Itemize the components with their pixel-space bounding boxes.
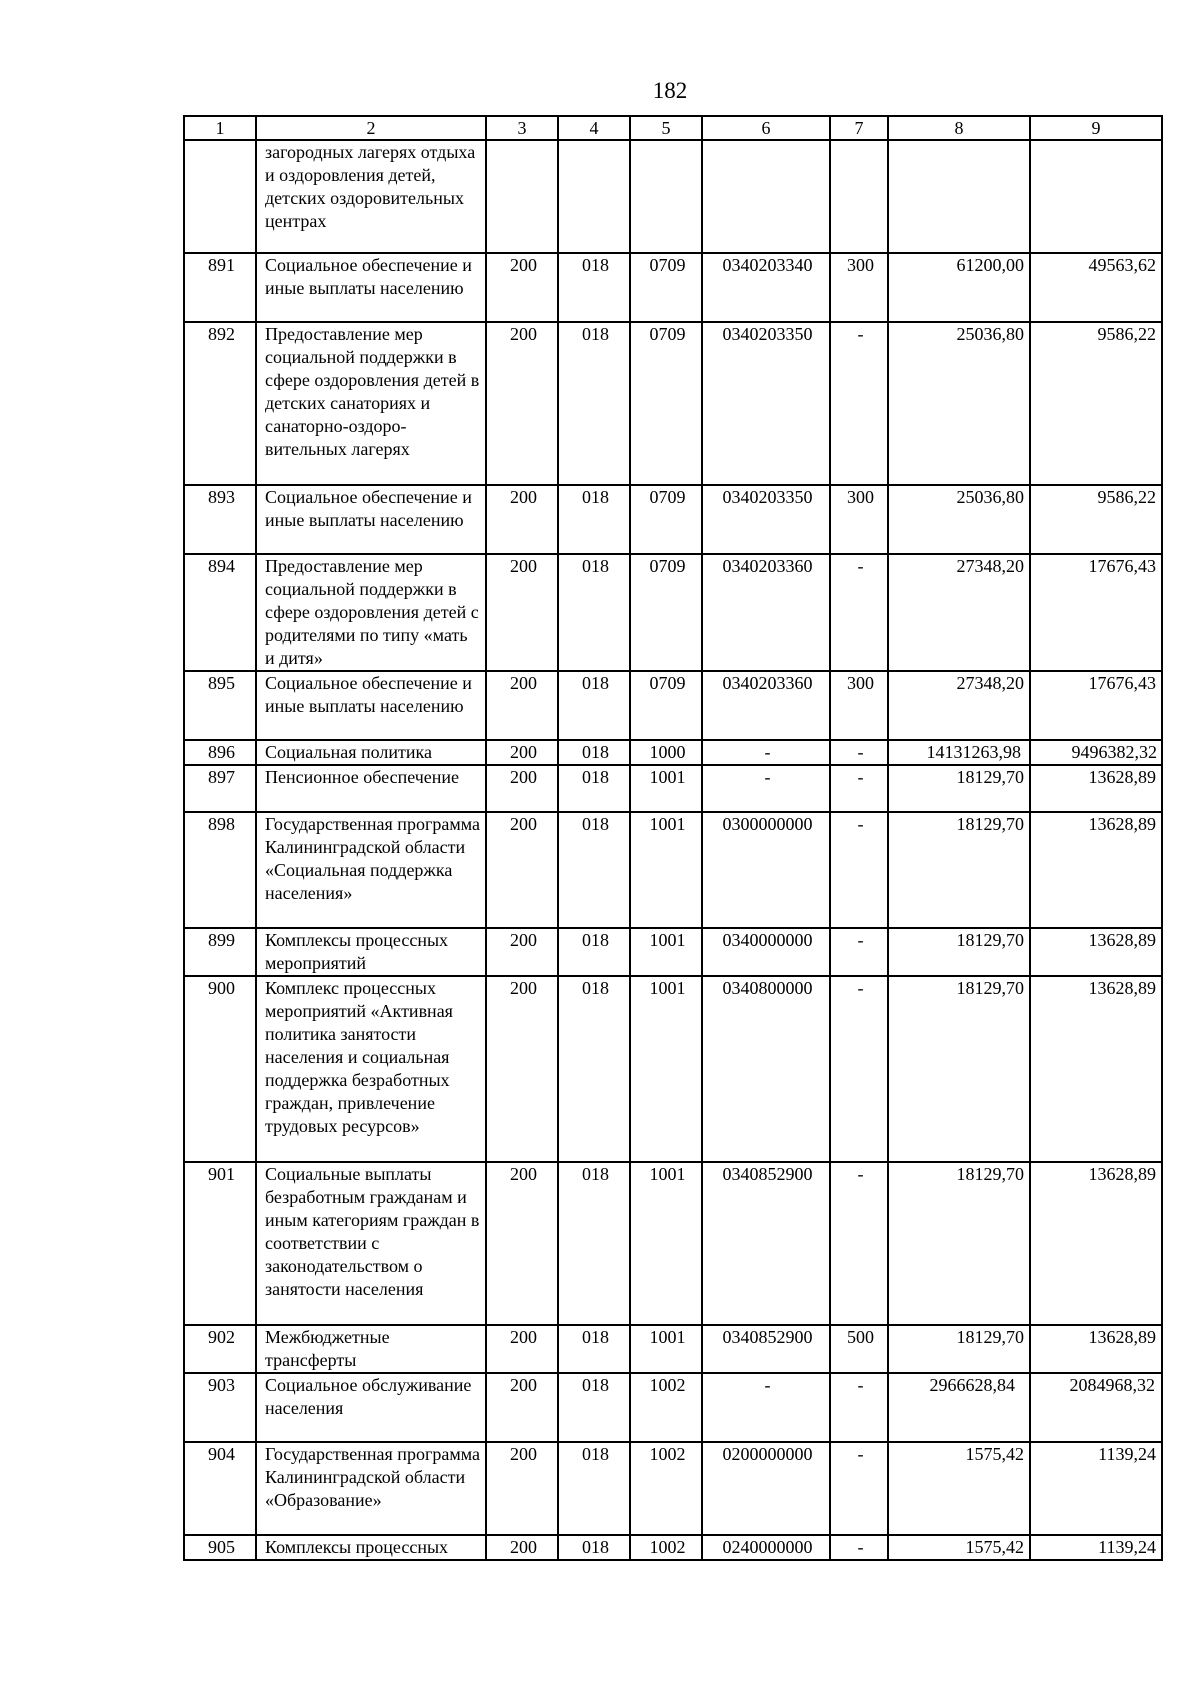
amount-col8: 18129,70 bbox=[888, 928, 1030, 976]
row-number: 895 bbox=[184, 671, 256, 740]
table-row bbox=[184, 1325, 1162, 1373]
item-name: Комплекс процессных мероприятий «Активная политика занятости населения и социальная поддержка безработных граждан, привлечение трудовых ресурсов» bbox=[256, 976, 486, 1162]
cell-c5: 1001 bbox=[630, 1325, 702, 1373]
table-row bbox=[184, 1162, 1162, 1325]
table-row bbox=[184, 812, 1162, 928]
amount-col8: 27348,20 bbox=[888, 554, 1030, 671]
header-cell: 2 bbox=[256, 116, 486, 140]
cell-c5: 0709 bbox=[630, 322, 702, 485]
cell-c6: - bbox=[702, 1373, 830, 1442]
amount-col9: 9586,22 bbox=[1030, 485, 1162, 554]
cell-c5: 0709 bbox=[630, 253, 702, 322]
cell-c5: 1001 bbox=[630, 1162, 702, 1325]
item-name: Государственная программа Калининградской области «Социальная поддержка населения» bbox=[256, 812, 486, 928]
cell-c6: 0340203350 bbox=[702, 485, 830, 554]
item-name: загородных лагерях отдыха и оздоровления детей, детских оздоровительных центрах bbox=[256, 140, 486, 253]
cell-c3: 200 bbox=[486, 253, 558, 322]
cell-c3: 200 bbox=[486, 976, 558, 1162]
cell-c3: 200 bbox=[486, 765, 558, 812]
amount-col9: 1139,24 bbox=[1030, 1535, 1162, 1560]
amount-col9: 13628,89 bbox=[1030, 928, 1162, 976]
table-row bbox=[184, 765, 1162, 812]
cell-c5: 1001 bbox=[630, 812, 702, 928]
table-row bbox=[184, 554, 1162, 671]
item-name: Предоставление мер социальной поддержки в сфере оздоровления детей в детских санаториях и санаторно-оздоро-вительных лагерях bbox=[256, 322, 486, 485]
cell-c6: 0300000000 bbox=[702, 812, 830, 928]
cell-c5: 1001 bbox=[630, 976, 702, 1162]
item-name: Социальное обслуживание населения bbox=[256, 1373, 486, 1442]
cell-c7: - bbox=[830, 928, 888, 976]
item-name: Межбюджетные трансферты bbox=[256, 1325, 486, 1373]
cell-c5: 0709 bbox=[630, 554, 702, 671]
amount-col8: 25036,80 bbox=[888, 322, 1030, 485]
cell-c7: 500 bbox=[830, 1325, 888, 1373]
cell-c6: 0240000000 bbox=[702, 1535, 830, 1560]
cell-c7: - bbox=[830, 765, 888, 812]
cell-c7: - bbox=[830, 1373, 888, 1442]
amount-col8: 1575,42 bbox=[888, 1442, 1030, 1535]
amount-col9: 49563,62 bbox=[1030, 253, 1162, 322]
header-cell: 3 bbox=[486, 116, 558, 140]
item-name: Комплексы процессных bbox=[256, 1535, 486, 1560]
cell-c7: 300 bbox=[830, 671, 888, 740]
cell-c7: - bbox=[830, 1535, 888, 1560]
cell-c3: 200 bbox=[486, 1162, 558, 1325]
amount-col9: 13628,89 bbox=[1030, 1162, 1162, 1325]
table-row bbox=[184, 671, 1162, 740]
item-name: Предоставление мер социальной поддержки в сфере оздоровления детей с родителями по типу «мать и дитя» bbox=[256, 554, 486, 671]
cell-c3: 200 bbox=[486, 740, 558, 765]
item-name: Социальное обеспечение и иные выплаты населению bbox=[256, 485, 486, 554]
cell-c3: 200 bbox=[486, 1325, 558, 1373]
cell-c4: 018 bbox=[558, 928, 630, 976]
cell-c5: 1002 bbox=[630, 1535, 702, 1560]
cell-c3 bbox=[486, 140, 558, 253]
amount-col9 bbox=[1030, 140, 1162, 253]
header-cell: 5 bbox=[630, 116, 702, 140]
amount-col9: 13628,89 bbox=[1030, 1325, 1162, 1373]
table-row bbox=[184, 140, 1162, 253]
cell-c6: 0200000000 bbox=[702, 1442, 830, 1535]
amount-col9: 13628,89 bbox=[1030, 765, 1162, 812]
cell-c7: - bbox=[830, 976, 888, 1162]
cell-c7: - bbox=[830, 1442, 888, 1535]
amount-col8: 27348,20 bbox=[888, 671, 1030, 740]
amount-col9: 2084968,32 bbox=[1030, 1373, 1162, 1442]
row-number: 891 bbox=[184, 253, 256, 322]
cell-c7: - bbox=[830, 554, 888, 671]
item-name: Социальное обеспечение и иные выплаты населению bbox=[256, 671, 486, 740]
item-name: Социальные выплаты безработным гражданам и иным категориям граждан в соответствии с законодательством о занятости населения bbox=[256, 1162, 486, 1325]
table-row bbox=[184, 976, 1162, 1162]
item-name: Государственная программа Калининградской области «Образование» bbox=[256, 1442, 486, 1535]
cell-c3: 200 bbox=[486, 1535, 558, 1560]
table-row bbox=[184, 1442, 1162, 1535]
amount-col8: 1575,42 bbox=[888, 1535, 1030, 1560]
cell-c5: 0709 bbox=[630, 671, 702, 740]
cell-c4: 018 bbox=[558, 976, 630, 1162]
cell-c5: 1002 bbox=[630, 1373, 702, 1442]
header-row bbox=[184, 116, 1162, 140]
item-name: Социальная политика bbox=[256, 740, 486, 765]
cell-c5: 1001 bbox=[630, 765, 702, 812]
row-number: 903 bbox=[184, 1373, 256, 1442]
cell-c4: 018 bbox=[558, 554, 630, 671]
cell-c6: 0340852900 bbox=[702, 1162, 830, 1325]
cell-c5: 1002 bbox=[630, 1442, 702, 1535]
budget-table bbox=[183, 115, 1163, 1561]
page-number: 182 bbox=[652, 78, 688, 103]
row-number: 904 bbox=[184, 1442, 256, 1535]
cell-c4: 018 bbox=[558, 485, 630, 554]
cell-c3: 200 bbox=[486, 812, 558, 928]
row-number: 901 bbox=[184, 1162, 256, 1325]
table-row bbox=[184, 1535, 1162, 1560]
amount-col8: 25036,80 bbox=[888, 485, 1030, 554]
amount-col9: 17676,43 bbox=[1030, 554, 1162, 671]
cell-c4: 018 bbox=[558, 1535, 630, 1560]
cell-c5: 1001 bbox=[630, 928, 702, 976]
table-row bbox=[184, 485, 1162, 554]
table-row bbox=[184, 1373, 1162, 1442]
header-cell: 9 bbox=[1030, 116, 1162, 140]
cell-c6: 0340203360 bbox=[702, 554, 830, 671]
row-number: 898 bbox=[184, 812, 256, 928]
cell-c6: 0340203350 bbox=[702, 322, 830, 485]
cell-c7: - bbox=[830, 1162, 888, 1325]
cell-c5 bbox=[630, 140, 702, 253]
cell-c4: 018 bbox=[558, 1162, 630, 1325]
cell-c6: 0340000000 bbox=[702, 928, 830, 976]
table-row bbox=[184, 253, 1162, 322]
cell-c3: 200 bbox=[486, 485, 558, 554]
amount-col8 bbox=[888, 140, 1030, 253]
amount-col8: 2966628,84 bbox=[888, 1373, 1030, 1442]
item-name: Социальное обеспечение и иные выплаты населению bbox=[256, 253, 486, 322]
cell-c7: 300 bbox=[830, 485, 888, 554]
cell-c6: - bbox=[702, 765, 830, 812]
amount-col9: 13628,89 bbox=[1030, 812, 1162, 928]
row-number: 892 bbox=[184, 322, 256, 485]
cell-c6: 0340203340 bbox=[702, 253, 830, 322]
cell-c6 bbox=[702, 140, 830, 253]
amount-col8: 14131263,98 bbox=[888, 740, 1030, 765]
cell-c3: 200 bbox=[486, 1373, 558, 1442]
row-number: 905 bbox=[184, 1535, 256, 1560]
cell-c4: 018 bbox=[558, 765, 630, 812]
table-row bbox=[184, 928, 1162, 976]
cell-c4: 018 bbox=[558, 740, 630, 765]
row-number: 896 bbox=[184, 740, 256, 765]
row-number: 902 bbox=[184, 1325, 256, 1373]
amount-col9: 9496382,32 bbox=[1030, 740, 1162, 765]
cell-c4: 018 bbox=[558, 322, 630, 485]
row-number: 899 bbox=[184, 928, 256, 976]
row-number: 894 bbox=[184, 554, 256, 671]
cell-c7: - bbox=[830, 812, 888, 928]
cell-c5: 0709 bbox=[630, 485, 702, 554]
header-cell: 1 bbox=[184, 116, 256, 140]
item-name: Пенсионное обеспечение bbox=[256, 765, 486, 812]
cell-c6: 0340203360 bbox=[702, 671, 830, 740]
table-row bbox=[184, 322, 1162, 485]
cell-c7: - bbox=[830, 322, 888, 485]
cell-c3: 200 bbox=[486, 554, 558, 671]
cell-c3: 200 bbox=[486, 322, 558, 485]
cell-c5: 1000 bbox=[630, 740, 702, 765]
amount-col8: 18129,70 bbox=[888, 812, 1030, 928]
amount-col8: 18129,70 bbox=[888, 1162, 1030, 1325]
cell-c7: - bbox=[830, 740, 888, 765]
amount-col9: 13628,89 bbox=[1030, 976, 1162, 1162]
amount-col9: 9586,22 bbox=[1030, 322, 1162, 485]
cell-c4: 018 bbox=[558, 1325, 630, 1373]
header-cell: 7 bbox=[830, 116, 888, 140]
amount-col9: 17676,43 bbox=[1030, 671, 1162, 740]
cell-c3: 200 bbox=[486, 671, 558, 740]
cell-c6: 0340800000 bbox=[702, 976, 830, 1162]
amount-col8: 18129,70 bbox=[888, 976, 1030, 1162]
row-number: 900 bbox=[184, 976, 256, 1162]
header-cell: 6 bbox=[702, 116, 830, 140]
cell-c4: 018 bbox=[558, 1373, 630, 1442]
row-number: 893 bbox=[184, 485, 256, 554]
header-cell: 4 bbox=[558, 116, 630, 140]
cell-c7 bbox=[830, 140, 888, 253]
header-cell: 8 bbox=[888, 116, 1030, 140]
cell-c6: 0340852900 bbox=[702, 1325, 830, 1373]
cell-c3: 200 bbox=[486, 1442, 558, 1535]
amount-col9: 1139,24 bbox=[1030, 1442, 1162, 1535]
row-number: 897 bbox=[184, 765, 256, 812]
cell-c4: 018 bbox=[558, 1442, 630, 1535]
cell-c4: 018 bbox=[558, 671, 630, 740]
amount-col8: 18129,70 bbox=[888, 765, 1030, 812]
item-name: Комплексы процессных мероприятий bbox=[256, 928, 486, 976]
table-row bbox=[184, 740, 1162, 765]
cell-c4 bbox=[558, 140, 630, 253]
row-number bbox=[184, 140, 256, 253]
amount-col8: 61200,00 bbox=[888, 253, 1030, 322]
cell-c3: 200 bbox=[486, 928, 558, 976]
cell-c4: 018 bbox=[558, 253, 630, 322]
cell-c6: - bbox=[702, 740, 830, 765]
amount-col8: 18129,70 bbox=[888, 1325, 1030, 1373]
cell-c7: 300 bbox=[830, 253, 888, 322]
cell-c4: 018 bbox=[558, 812, 630, 928]
